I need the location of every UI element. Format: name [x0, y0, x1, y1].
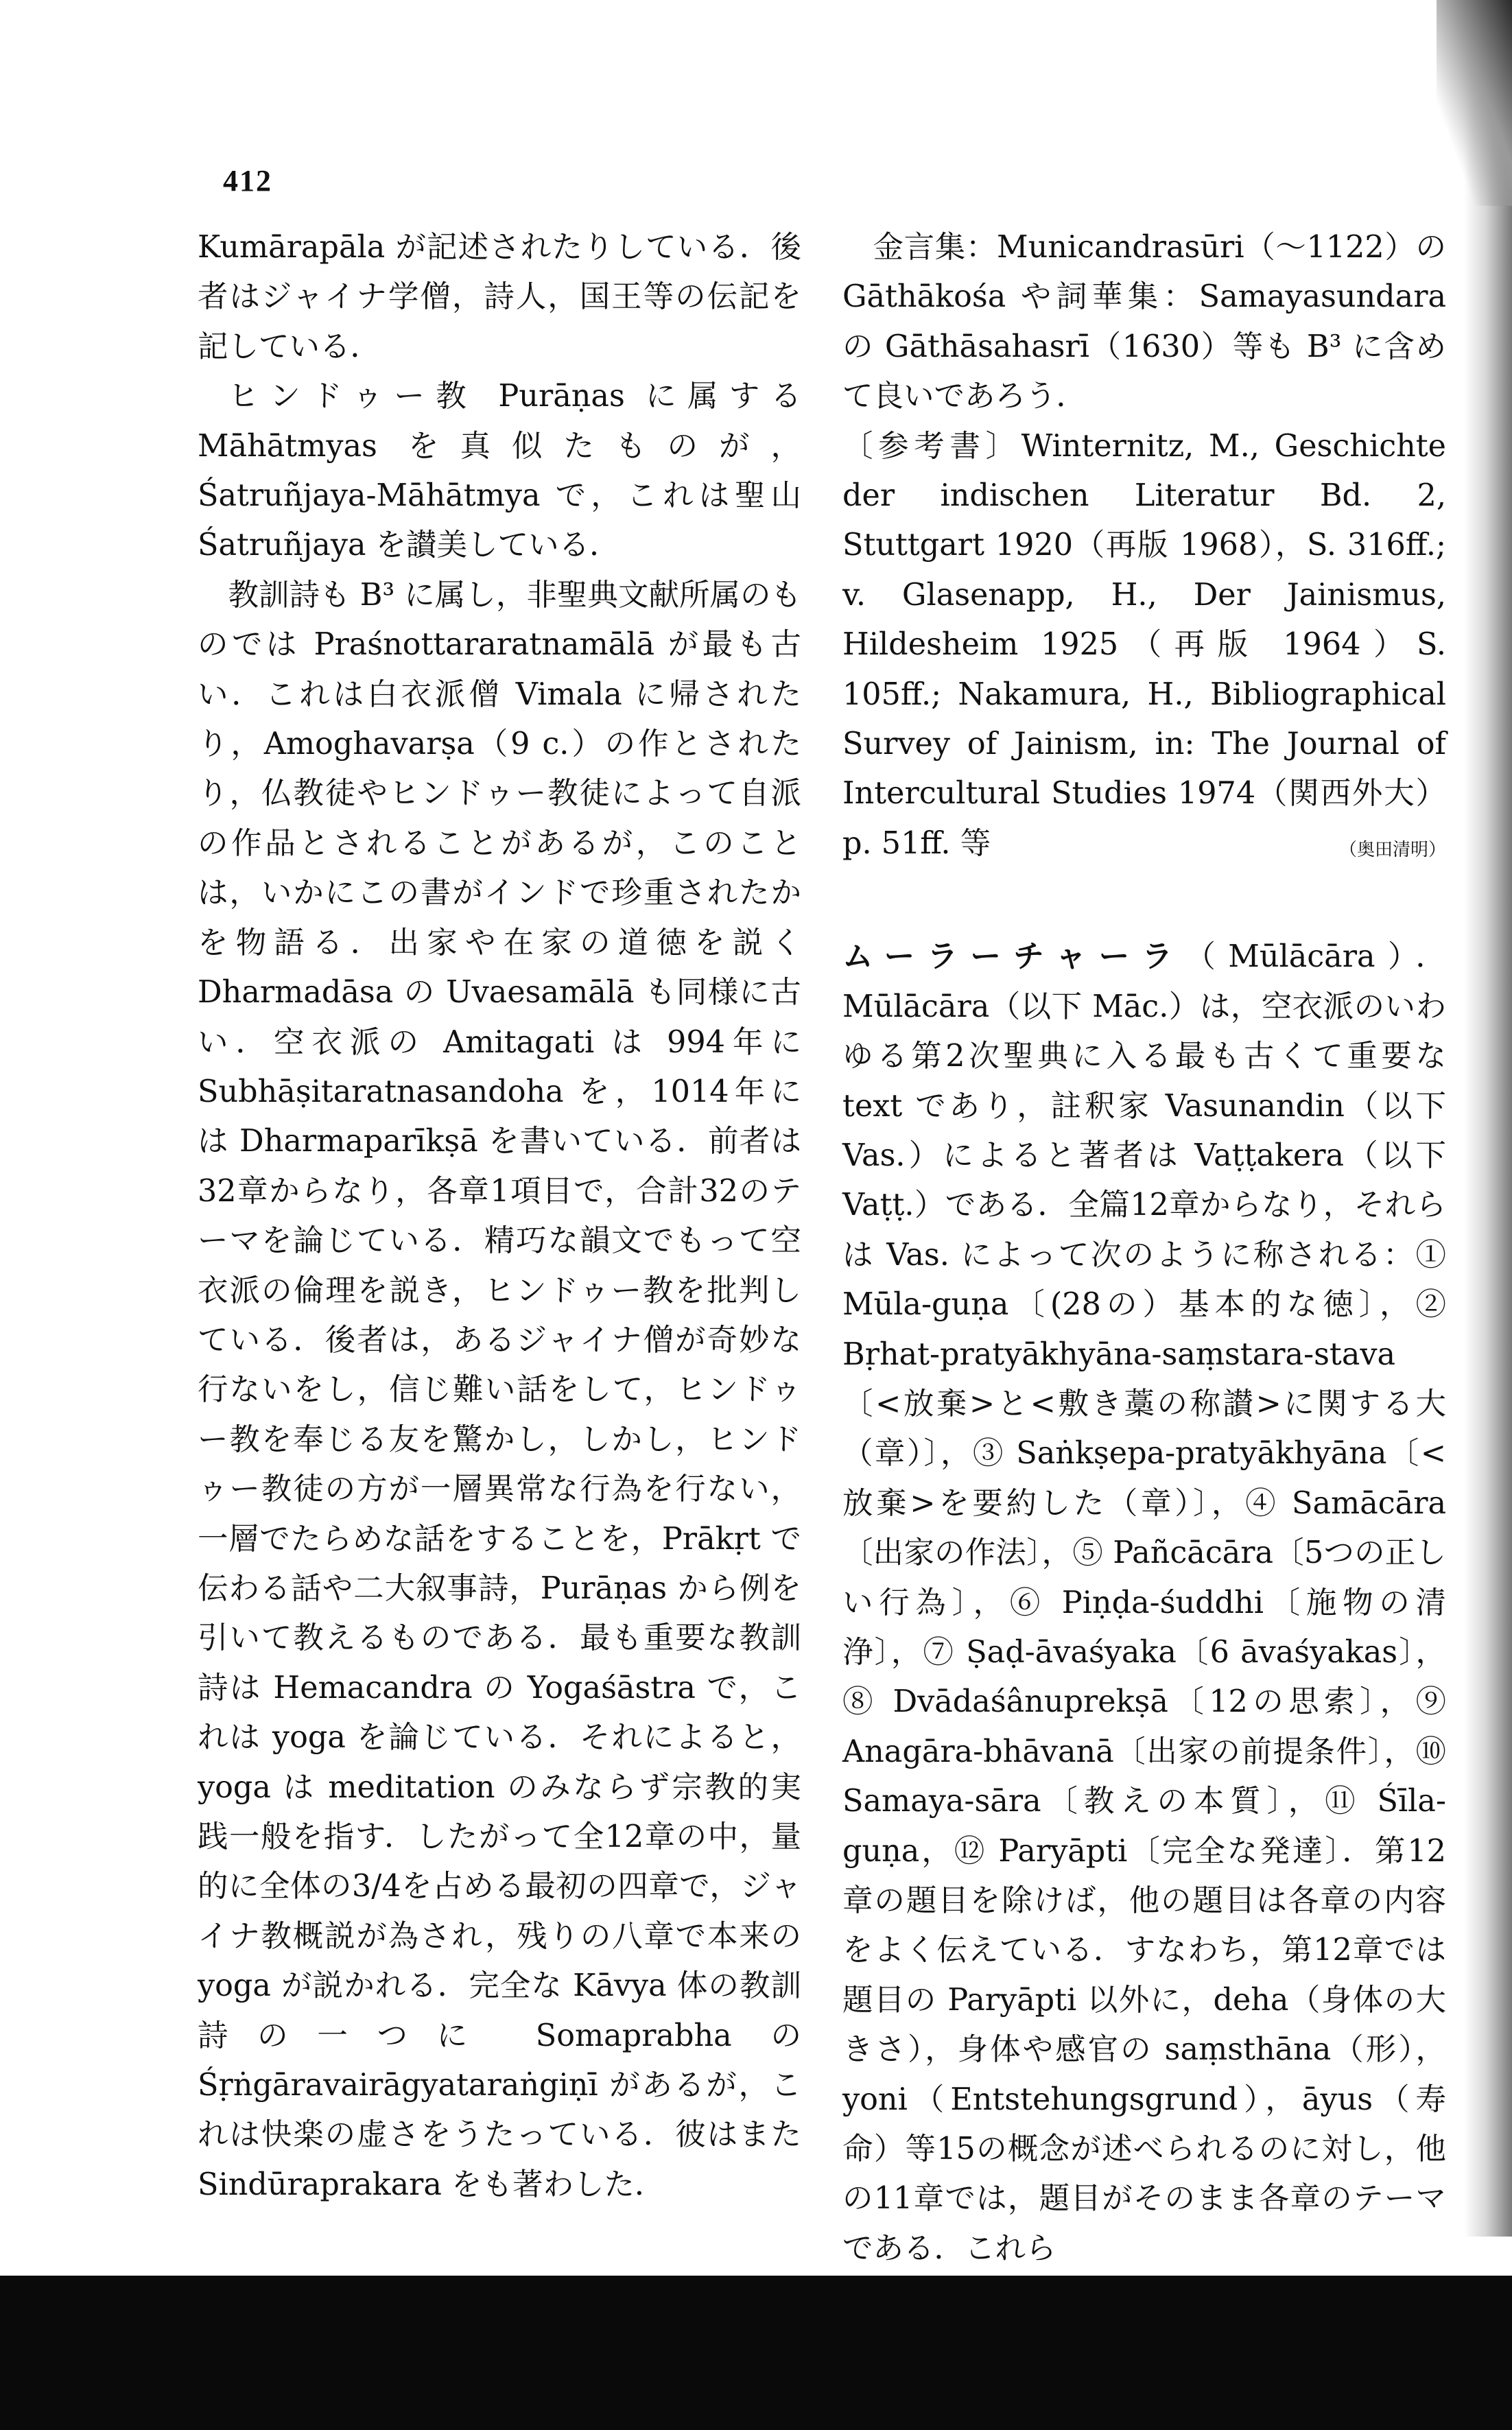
left-paragraph-2: ヒンドゥー教 Purāṇas に属する Māhātmyas を真似たものが，Śatruñjaya-Māhātmya で，これは聖山 Śatruñjaya を讃美している．: [198, 379, 801, 563]
right-paragraph-1: 金言集：Municandrasūri（〜1122）の Gāthākośa や詞華集：Samayasundara の Gāthāsahasrī（1630）等も B³ に含めて良いであろう．: [842, 230, 1446, 414]
page-number: 412: [223, 164, 272, 198]
entry-heading: ムーラーチャーラ: [842, 939, 1185, 975]
page-corner-curl: [1437, 0, 1512, 206]
page-edge-shadow: [1464, 0, 1512, 2237]
references-paragraph: 〔参考書〕Winternitz, M., Geschichte der indischen Literatur Bd. 2, Stuttgart 1920（再版 1968），S. 316ff.; v. Glasenapp, H., Der Jainismus, Hildesheim 1925（再版 1964）S. 105ff.; Nakamura, H., Bibliographical Survey of Jainism, in: The Journal of Intercultural Studies 1974（関西外大）p. 51ff. 等: [842, 428, 1446, 861]
left-paragraph-3: 教訓詩も B³ に属し，非聖典文献所属のものでは Praśnottararatnamālā が最も古い．これは白衣派僧 Vimala に帰されたり，Amoghavarṣa（9 c.）の作とされたり，仏教徒やヒンドゥー教徒によって自派の作品とされることがあるが，このことは，いかにこの書がインドで珍重されたかを物語る．出家や在家の道徳を説く Dharmadāsa の Uvaesamālā も同様に古い．空衣派の Amitagati は 994年に Subhāṣitaratnasandoha を，1014年には Dharmaparīkṣā を書いている．前者は32章からなり，各章1項目で，合計32のテーマを論じている．精巧な韻文でもって空衣派の倫理を説き，ヒンドゥー教を批判している．後者は，あるジャイナ僧が奇妙な行ないをし，信じ難い話をして，ヒンドゥー教を奉じる友を驚かし，しかし，ヒンドゥー教徒の方が一層異常な行為を行ない，一層でたらめな話をすることを，Prākṛt で伝わる話や二大叙事詩，Purāṇas から例を引いて教えるものである．最も重要な教訓詩は Hemacandra の Yogaśāstra で，これは yoga を論じている．それによると，yoga は meditation のみならず宗教的実践一般を指す．したがって全12章の中，量的に全体の3/4を占める最初の四章で，ジャイナ教概説が為され，残りの八章で本来の yoga が説かれる．完全な Kāvya 体の教訓詩の一つに Somaprabha の Śṛṅgāravairāgyataraṅgiṇī があるが，これは快楽の虚さをうたっている．彼はまた Sindūraprakara をも著わした．: [198, 577, 801, 2202]
entry-mulacara: [842, 932, 1446, 2274]
scan-bottom-border: [0, 2276, 1512, 2430]
right-column: [842, 223, 1446, 2274]
left-column: [198, 223, 801, 2210]
author-signature: （奥田清明）: [1338, 840, 1446, 861]
entry-body: （Mūlācāra）．Mūlācāra（以下 Māc.）は，空衣派のいわゆる第2次聖典に入る最も古くて重要な text であり，註釈家 Vasunandin（以下 Vas.）によると著者は Vaṭṭakera（以下 Vaṭṭ.）である．全篇12章からなり，それらは Vas. によって次のように称される：① Mūla-guṇa〔(28の）基本的な徳〕，② Bṛhat-pratyākhyāna-saṃstara-stava〔<放棄>と<敷き藁の称讃>に関する大（章）〕，③ Saṅkṣepa-pratyākhyāna〔<放棄>を要約した（章）〕，④ Samācāra〔出家の作法〕，⑤ Pañcācāra〔5つの正しい行為〕，⑥ Piṇḍa-śuddhi〔施物の清浄〕，⑦ Ṣaḍ-āvaśyaka〔6 āvaśyakas〕，⑧ Dvādaśânuprekṣā〔12の思索〕，⑨ Anagāra-bhāvanā〔出家の前提条件〕，⑩ Samaya-sāra〔教えの本質〕，⑪ Śīla-guṇa，⑫ Paryāpti〔完全な発達〕．第12章の題目を除けば，他の題目は各章の内容をよく伝えている．すなわち，第12章では題目の Paryāpti 以外に，deha（身体の大きさ），身体や感官の saṃsthāna（形），yoni（Entstehungsgrund），āyus（寿命）等15の概念が述べられるのに対し，他の11章では，題目がそのまま各章のテーマである．これら: [842, 939, 1446, 2266]
left-paragraph-1: Kumārapāla が記述されたりしている．後者はジャイナ学僧，詩人，国王等の伝記を記している．: [198, 230, 801, 364]
